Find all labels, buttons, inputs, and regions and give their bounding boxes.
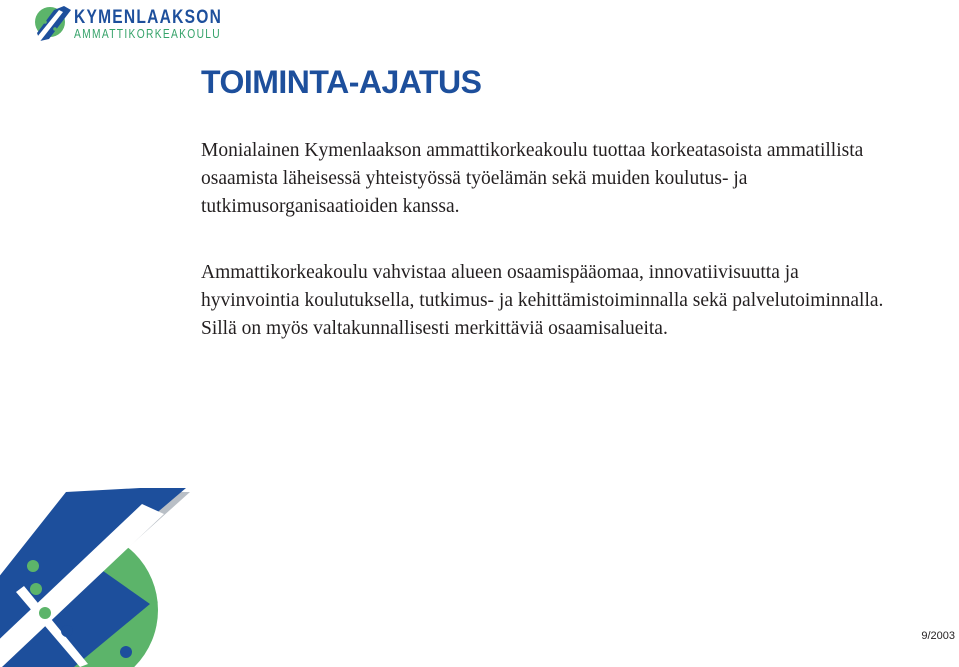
logo-subtitle: AMMATTIKORKEAKOULU: [74, 27, 222, 41]
decorative-logo-graphic: [0, 488, 200, 667]
footer-date: 9/2003: [921, 630, 955, 642]
kyamk-logo-icon: [30, 2, 74, 46]
logo-name: KYMENLAAKSON: [74, 7, 223, 28]
paragraph-description: Ammattikorkeakoulu vahvistaa alueen osaamispääomaa, innovatiivisuutta ja hyvinvointia koulutuksella, tutkimus- ja kehittämistoiminnalla sekä palvelutoiminnalla. Sillä on myös valtakunnallisesti merkittäviä osaamisalueita.: [201, 262, 884, 339]
logo: [30, 2, 230, 46]
page-title: TOIMINTA-AJATUS: [201, 64, 482, 100]
paragraph-mission: Monialainen Kymenlaakson ammattikorkeakoulu tuottaa korkeatasoista ammatillista osaamista läheisessä yhteistyössä työelämän sekä muiden koulutus- ja tutkimusorganisaatioiden kanssa.: [201, 140, 864, 217]
